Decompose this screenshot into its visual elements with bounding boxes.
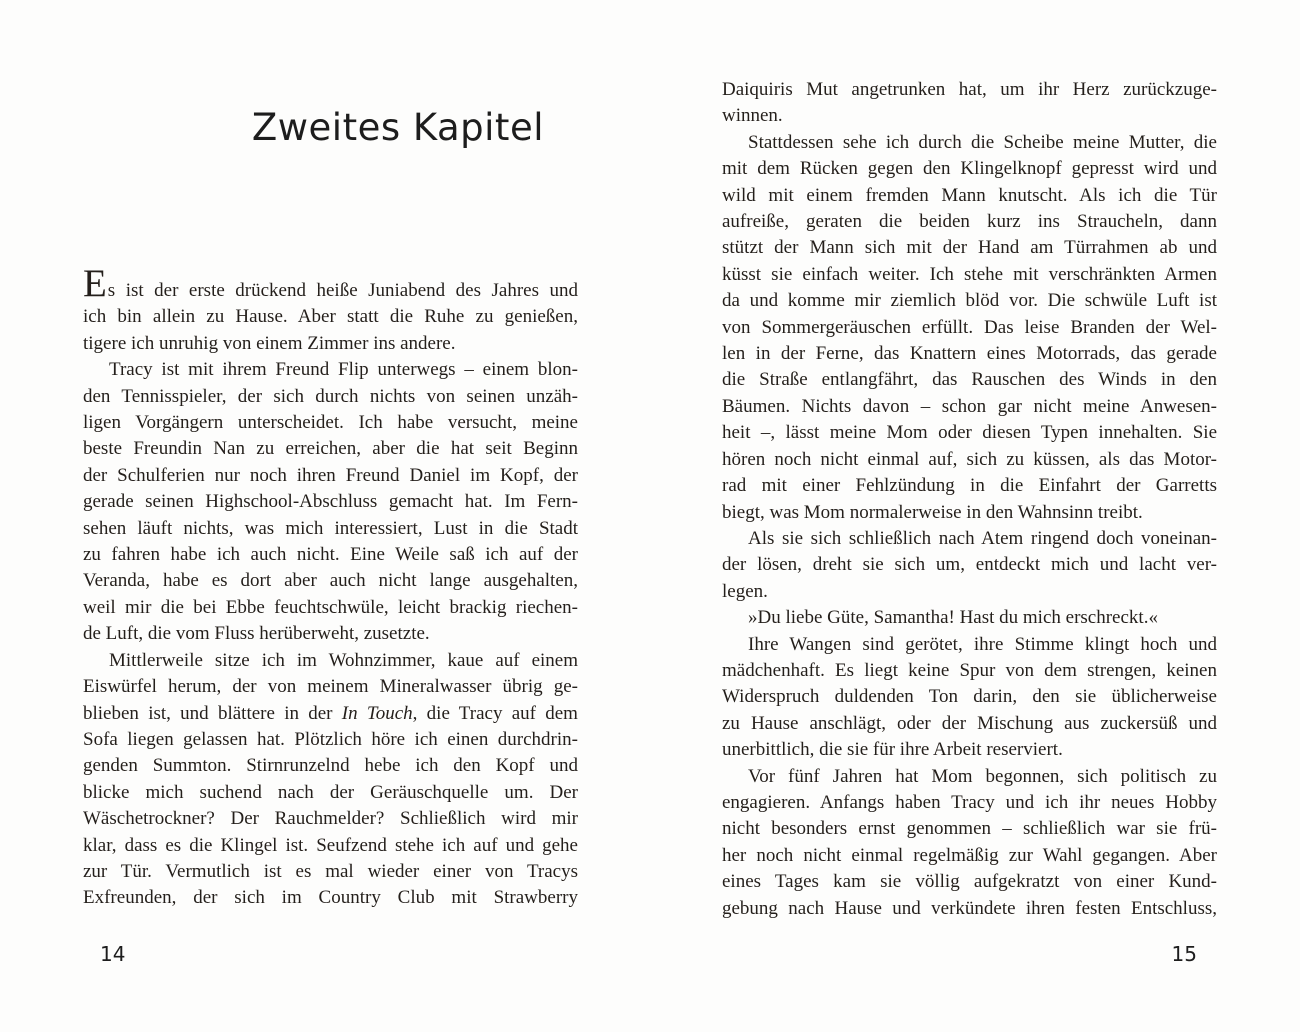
right-page-number: 15: [1171, 942, 1197, 966]
text-line: zu fahren habe ich auch nicht. Eine Weile saß ich auf der: [83, 544, 578, 566]
text-line: »Du liebe Güte, Samantha! Hast du mich erschreckt.«: [748, 607, 1158, 629]
text-segment: blieben ist, und blättere in der: [83, 702, 342, 724]
text-line: ich bin allein zu Hause. Aber statt die Ruhe zu genießen,: [83, 306, 578, 328]
text-segment: s ist der erste drückend heiße Juniabend des Jahres und: [107, 280, 578, 301]
text-line: gebung nach Hause und verkündete ihren festen Entschluss,: [722, 897, 1217, 919]
text-line: Widerspruch duldenden Ton darin, den sie üblicherweise: [722, 686, 1217, 708]
text-line: Exfreunden, der sich im Country Club mit Strawberry: [83, 887, 578, 909]
text-line: die Straße entlangfährt, das Rauschen des Winds in den: [722, 369, 1217, 391]
text-line: den Tennisspieler, der sich durch nichts von seinen unzäh-: [83, 385, 578, 407]
text-line: der lösen, dreht sie sich um, entdeckt mich und lacht ver-: [722, 554, 1217, 576]
text-line: genden Summton. Stirnrunzelnd hebe ich den Kopf und: [83, 755, 578, 777]
text-line: zu Hause anschlägt, oder der Mischung aus zuckersüß und: [722, 712, 1217, 734]
text-line: [83, 262, 578, 305]
text-line: Daiquiris Mut angetrunken hat, um ihr Herz zurückzuge-: [722, 79, 1217, 100]
text-line: Mittlerweile sitze ich im Wohnzimmer, kaue auf einem: [109, 649, 578, 671]
text-line: Bäumen. Nichts davon – schon gar nicht meine Anwesen-: [722, 395, 1217, 417]
initial-capital: E: [83, 262, 108, 305]
text-line: Sofa liegen gelassen hat. Plötzlich höre ich einen durchdrin-: [83, 728, 578, 750]
text-line: gerade seinen Highschool-Abschluss gemacht hat. Im Fern-: [83, 491, 578, 513]
text-line: engagieren. Anfangs haben Tracy und ich ihr neues Hobby: [722, 791, 1217, 813]
text-line: Ihre Wangen sind gerötet, ihre Stimme klingt hoch und: [748, 633, 1217, 655]
right-page: [722, 0, 1217, 1032]
text-line: aufreiße, geraten die beiden kurz ins Straucheln, dann: [722, 211, 1217, 233]
text-line: Veranda, habe es dort aber auch nicht lange ausgehalten,: [83, 570, 578, 592]
text-line: len in der Ferne, das Knattern eines Motorrads, das gerade: [722, 343, 1217, 365]
text-line: eines Tages kam sie völlig aufgekratzt von einer Kund-: [722, 871, 1217, 893]
text-line: Als sie sich schließlich nach Atem ringend doch voneinan-: [748, 527, 1217, 549]
text-line: von Sommergeräuschen erfüllt. Das leise Branden der Wel-: [722, 316, 1217, 338]
text-line: wild mit einem fremden Mann knutscht. Als ich die Tür: [722, 184, 1217, 206]
text-line: mädchenhaft. Es liegt keine Spur von dem strengen, keinen: [722, 659, 1217, 681]
text-line: Wäschetrockner? Der Rauchmelder? Schließlich wird mir: [83, 808, 578, 830]
left-page-number: 14: [100, 942, 126, 966]
text-line: Tracy ist mit ihrem Freund Flip unterwegs – einem blon-: [109, 359, 578, 381]
text-line: heit –, lässt meine Mom oder diesen Typen innehalten. Sie: [722, 422, 1217, 444]
left-page: [83, 0, 578, 1032]
text-line: beste Freundin Nan zu erreichen, aber die hat seit Beginn: [83, 438, 578, 460]
chapter-heading: Zweites Kapitel: [251, 106, 544, 149]
text-line: [83, 701, 578, 727]
left-page-text: [83, 262, 578, 912]
text-line: Vor fünf Jahren hat Mom begonnen, sich politisch zu: [748, 765, 1217, 787]
text-line: sehen läuft nichts, was mich interessiert, Lust in die Stadt: [83, 517, 578, 539]
text-line: nicht besonders ernst genommen – schließlich war sie frü-: [722, 818, 1217, 840]
text-line: rad mit einer Fehlzündung in die Einfahrt der Garretts: [722, 475, 1217, 497]
text-line: tigere ich unruhig von einem Zimmer ins andere.: [83, 332, 456, 354]
text-line: de Luft, die vom Fluss herüberweht, zusetzte.: [83, 623, 430, 645]
text-line: zur Tür. Vermutlich ist es mal wieder einer von Tracys: [83, 860, 578, 882]
magazine-title-italic: In Touch: [341, 702, 413, 724]
text-line: da und komme mir ziemlich blöd vor. Die schwüle Luft ist: [722, 290, 1217, 312]
text-line: mit dem Rücken gegen den Klingelknopf gepresst wird und: [722, 158, 1217, 180]
text-line: winnen.: [722, 105, 783, 127]
text-segment: , die Tracy auf dem: [412, 702, 578, 724]
text-line: legen.: [722, 580, 768, 602]
text-line: hören noch nicht einmal auf, sich zu küssen, als das Motor-: [722, 448, 1217, 470]
text-line: Eiswürfel herum, der von meinem Mineralwasser übrig ge-: [83, 676, 578, 698]
text-line: klar, dass es die Klingel ist. Seufzend stehe ich auf und gehe: [83, 834, 578, 856]
text-line: her noch nicht einmal regelmäßig zur Wahl gegangen. Aber: [722, 844, 1217, 866]
text-line: küsst sie einfach weiter. Ich stehe mit verschränkten Armen: [722, 263, 1217, 285]
text-line: Stattdessen sehe ich durch die Scheibe meine Mutter, die: [748, 131, 1217, 153]
text-line: ligen Vorgängern unterscheidet. Ich habe versucht, meine: [83, 412, 578, 434]
text-line: blicke mich suchend nach der Geräuschquelle um. Der: [83, 781, 578, 803]
text-line: weil mir die bei Ebbe feuchtschwüle, leicht brackig riechen-: [83, 596, 578, 618]
text-line: stützt der Mann sich mit der Hand am Türrahmen ab und: [722, 237, 1217, 259]
text-line: der Schulferien nur noch ihren Freund Daniel im Kopf, der: [83, 464, 578, 486]
text-line: unerbittlich, die sie für ihre Arbeit reserviert.: [722, 739, 1063, 761]
right-page-text: [722, 77, 1217, 922]
text-line: biegt, was Mom normalerweise in den Wahnsinn treibt.: [722, 501, 1143, 523]
